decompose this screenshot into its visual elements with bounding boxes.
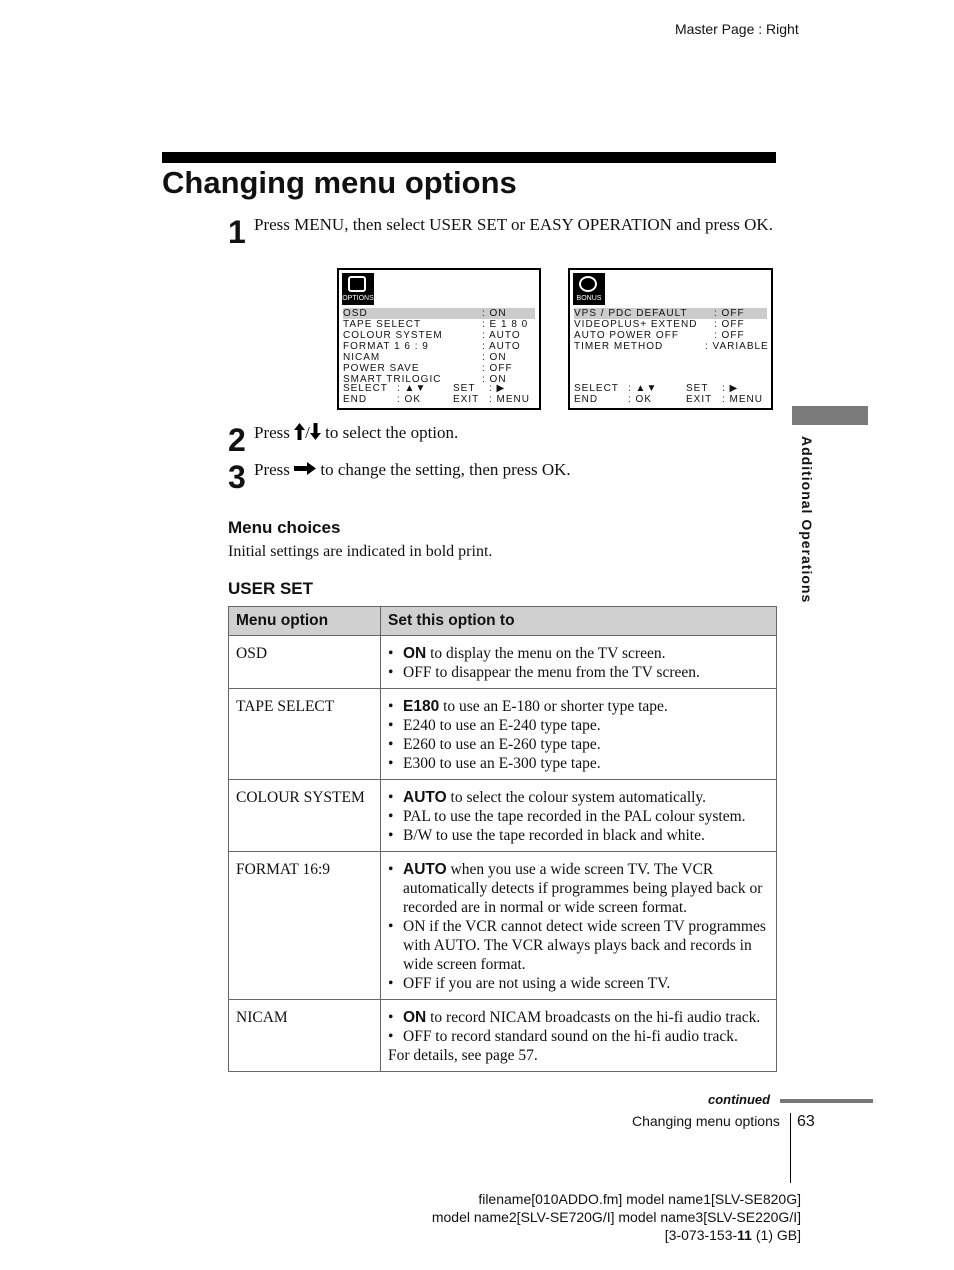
step-1-number: 1 <box>228 214 246 250</box>
step-3-number: 3 <box>228 459 246 495</box>
setting-description: to record NICAM broadcasts on the hi-fi audio track. <box>426 1009 761 1026</box>
options-footer-select: SELECT : ▲▼ SET : ▶ <box>343 383 506 394</box>
menu-row-value: : AUTO <box>482 341 521 352</box>
setting-item <box>388 1027 769 1046</box>
setting-description: ON if the VCR cannot detect wide screen TV programmes with AUTO. The VCR always plays back and records in wide screen format. <box>403 918 766 973</box>
setting-item <box>388 1008 769 1027</box>
setting-item <box>388 716 769 735</box>
bonus-icon: BONUS <box>573 273 605 305</box>
menu-row-label: OSD <box>343 308 368 319</box>
menu-row-label: FORMAT 1 6 : 9 <box>343 341 429 352</box>
up-arrow-icon <box>294 423 305 440</box>
menu-row-label: SMART TRILOGIC <box>343 374 442 385</box>
file-meta-line-3: [3-073-153-11 (1) GB] <box>664 1227 801 1243</box>
options-menu-row <box>343 330 535 341</box>
setting-description: PAL to use the tape recorded in the PAL colour system. <box>403 808 746 825</box>
setting-list <box>388 860 769 993</box>
setting-description: to display the menu on the TV screen. <box>426 645 666 662</box>
menu-row-label: VPS / PDC DEFAULT <box>574 308 688 319</box>
master-page-label: Master Page : Right <box>675 21 799 37</box>
page-title: Changing menu options <box>162 165 517 200</box>
file-meta-line-2: model name2[SLV-SE720G/I] model name3[SLV-SE220G/I] <box>431 1209 801 1225</box>
down-arrow-icon <box>310 423 321 440</box>
menu-row-label: TAPE SELECT <box>343 319 422 330</box>
setting-list <box>388 788 769 845</box>
setting-description: E300 to use an E-300 type tape. <box>403 755 601 772</box>
bonus-footer-select: SELECT : ▲▼ SET : ▶ <box>574 383 739 394</box>
menu-row-label: COLOUR SYSTEM <box>343 330 443 341</box>
bonus-menu-screen <box>568 268 773 410</box>
setting-item <box>388 807 769 826</box>
setting-description: to use an E-180 or shorter type tape. <box>439 698 668 715</box>
setting-item <box>388 697 769 716</box>
setting-description: OFF to record standard sound on the hi-fi audio track. <box>403 1028 738 1045</box>
bonus-footer-end: END : OK EXIT : MENU <box>574 394 763 405</box>
setting-item <box>388 644 769 663</box>
options-menu-row <box>343 352 535 363</box>
table-row <box>229 1000 777 1072</box>
menu-row-value: : OFF <box>714 330 745 341</box>
options-menu-row <box>343 319 535 330</box>
setting-list <box>388 697 769 773</box>
file-meta-line-1: filename[010ADDO.fm] model name1[SLV-SE820G] <box>478 1191 801 1207</box>
menu-row-label: VIDEOPLUS+ EXTEND <box>574 319 698 330</box>
setting-description: OFF to disappear the menu from the TV screen. <box>403 664 700 681</box>
menu-row-value: : OFF <box>714 319 745 330</box>
column-header-menu-option: Menu option <box>229 607 381 636</box>
user-set-heading: USER SET <box>228 579 314 598</box>
bonus-menu-row <box>574 319 767 330</box>
setting-item <box>388 917 769 974</box>
bonus-menu-row <box>574 341 767 352</box>
menu-option-cell: NICAM <box>229 1000 381 1072</box>
menu-row-value: : AUTO <box>482 330 521 341</box>
menu-row-label: AUTO POWER OFF <box>574 330 679 341</box>
menu-row-value: : OFF <box>714 308 745 319</box>
setting-description: B/W to use the tape recorded in black and white. <box>403 827 705 844</box>
setting-cell <box>381 1000 777 1072</box>
setting-cell <box>381 852 777 1000</box>
setting-description: when you use a wide screen TV. The VCR automatically detects if programmes being played back or recorded are in normal or wide screen format. <box>403 861 763 916</box>
menu-choices-note: Initial settings are indicated in bold print. <box>228 543 493 560</box>
options-icon: OPTIONS <box>342 273 374 305</box>
menu-row-label: POWER SAVE <box>343 363 420 374</box>
section-tab <box>792 406 868 425</box>
menu-option-cell: FORMAT 16:9 <box>229 852 381 1000</box>
table-row <box>229 852 777 1000</box>
footer-section-title: Changing menu options <box>632 1113 780 1129</box>
menu-row-label: TIMER METHOD <box>574 341 664 352</box>
user-set-table <box>228 606 777 1072</box>
options-footer-end: END : OK EXIT : MENU <box>343 394 530 405</box>
setting-list <box>388 644 769 682</box>
setting-item <box>388 788 769 807</box>
menu-option-cell: COLOUR SYSTEM <box>229 780 381 852</box>
right-arrow-icon <box>294 462 316 475</box>
menu-row-value: : ON <box>482 352 507 363</box>
continued-bar <box>780 1099 873 1103</box>
continued-label: continued <box>708 1092 771 1107</box>
setting-list <box>388 1008 769 1046</box>
table-row <box>229 689 777 780</box>
menu-choices-heading: Menu choices <box>228 518 341 537</box>
bonus-menu-row <box>574 308 767 319</box>
table-row <box>229 780 777 852</box>
footer-divider <box>790 1113 791 1183</box>
default-value: AUTO <box>403 861 447 878</box>
options-menu-screen <box>337 268 541 410</box>
setting-description: E260 to use an E-260 type tape. <box>403 736 601 753</box>
page-number: 63 <box>797 1113 815 1130</box>
options-menu-row <box>343 341 535 352</box>
step-2-text: Press / to select the option. <box>254 423 459 442</box>
setting-description: E240 to use an E-240 type tape. <box>403 717 601 734</box>
setting-item <box>388 754 769 773</box>
options-menu-row <box>343 308 535 319</box>
menu-option-cell: TAPE SELECT <box>229 689 381 780</box>
default-value: ON <box>403 1009 427 1026</box>
step-3-text: Press to change the setting, then press OK. <box>254 460 571 479</box>
setting-description: OFF if you are not using a wide screen TV. <box>403 975 671 992</box>
bonus-menu-row <box>574 330 767 341</box>
table-row <box>229 636 777 689</box>
step-1-text: Press MENU, then select USER SET or EASY OPERATION and press OK. <box>254 215 773 234</box>
setting-note: For details, see page 57. <box>388 1047 538 1064</box>
setting-item <box>388 735 769 754</box>
menu-option-cell: OSD <box>229 636 381 689</box>
section-side-label: Additional Operations <box>799 436 815 604</box>
menu-row-value: : E 1 8 0 <box>482 319 529 330</box>
menu-row-value: : ON <box>482 374 507 385</box>
default-value: AUTO <box>403 789 447 806</box>
setting-description: to select the colour system automatically. <box>446 789 707 806</box>
menu-row-value: : VARIABLE <box>705 341 769 352</box>
setting-item <box>388 974 769 993</box>
title-rule <box>162 152 776 163</box>
menu-row-value: : ON <box>482 308 507 319</box>
setting-item <box>388 860 769 917</box>
setting-cell <box>381 780 777 852</box>
column-header-set-option: Set this option to <box>381 607 777 636</box>
menu-row-label: NICAM <box>343 352 381 363</box>
step-2-number: 2 <box>228 422 246 458</box>
default-value: ON <box>403 645 427 662</box>
default-value: E180 <box>403 698 440 715</box>
setting-item <box>388 663 769 682</box>
options-menu-row <box>343 363 535 374</box>
setting-cell <box>381 636 777 689</box>
setting-item <box>388 826 769 845</box>
menu-row-value: : OFF <box>482 363 513 374</box>
setting-cell <box>381 689 777 780</box>
